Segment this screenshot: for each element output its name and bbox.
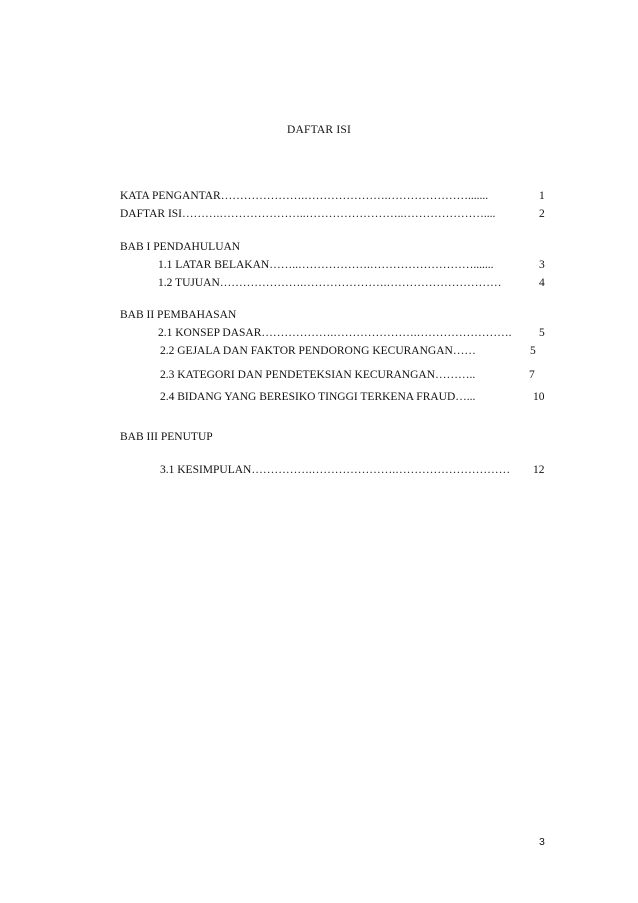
toc-entry-page (533, 390, 545, 404)
toc-page-number: 3 (539, 259, 545, 271)
toc-entry-label: BAB III PENUTUP (120, 431, 213, 443)
toc-page-number: 5 (530, 345, 536, 357)
toc-entry-label: 2.1 KONSEP DASAR……………….………………….……………………. (158, 327, 512, 339)
toc-entry-page (533, 463, 545, 477)
toc-entry-page (539, 326, 545, 340)
toc-page-number: 5 (539, 327, 545, 339)
toc-entry-label: BAB II PEMBAHASAN (120, 309, 237, 321)
toc-entry-konsep-dasar (158, 326, 512, 340)
toc-entry-label: 2.2 GEJALA DAN FAKTOR PENDORONG KECURANGAN…… (160, 345, 476, 357)
toc-entry-label: KATA PENGANTAR………………….………………….…………………....... (120, 190, 489, 202)
page-title: DAFTAR ISI (286, 124, 351, 136)
toc-entry-label: 2.3 KATEGORI DAN PENDETEKSIAN KECURANGAN……….. (160, 369, 476, 381)
toc-entry-page (539, 276, 545, 290)
toc-entry-page (539, 258, 545, 272)
toc-page-number: 10 (533, 391, 545, 403)
toc-page-number: 7 (529, 369, 535, 381)
toc-entry-label: 1.1 LATAR BELAKAN……..……………….………………………....... (158, 259, 494, 271)
toc-entry-gejala (160, 344, 476, 358)
toc-entry-label: 2.4 BIDANG YANG BERESIKO TINGGI TERKENA FRAUD…... (160, 391, 476, 403)
toc-chapter-bab-1 (120, 240, 240, 254)
toc-entry-kategori (160, 368, 475, 382)
toc-chapter-bab-3 (120, 430, 213, 444)
toc-entry-page (530, 344, 536, 358)
toc-chapter-bab-2 (120, 308, 236, 322)
toc-entry-page (539, 189, 545, 203)
toc-entry-label: DAFTAR ISI……….…………………..……………………..………………….... (120, 208, 496, 220)
toc-entry-label: 3.1 KESIMPULAN…………….………………….………………………… (160, 464, 511, 476)
toc-entry-label: 1.2 TUJUAN………………….………………….………………………… (158, 277, 502, 289)
toc-entry-daftar-isi (120, 207, 495, 221)
page-number: 3 (539, 836, 545, 848)
toc-page-number: 12 (533, 464, 545, 476)
toc-page-number: 1 (539, 190, 545, 202)
toc-entry-bidang (160, 390, 475, 404)
toc-entry-kesimpulan (160, 463, 510, 477)
toc-entry-page (529, 368, 535, 382)
toc-entry-page (539, 207, 545, 221)
toc-page-number: 4 (539, 277, 545, 289)
toc-entry-tujuan (158, 276, 502, 290)
toc-entry-label: BAB I PENDAHULUAN (120, 241, 241, 253)
toc-entry-kata-pengantar (120, 189, 488, 203)
toc-entry-latar-belakang (158, 258, 493, 272)
toc-page-number: 2 (539, 208, 545, 220)
